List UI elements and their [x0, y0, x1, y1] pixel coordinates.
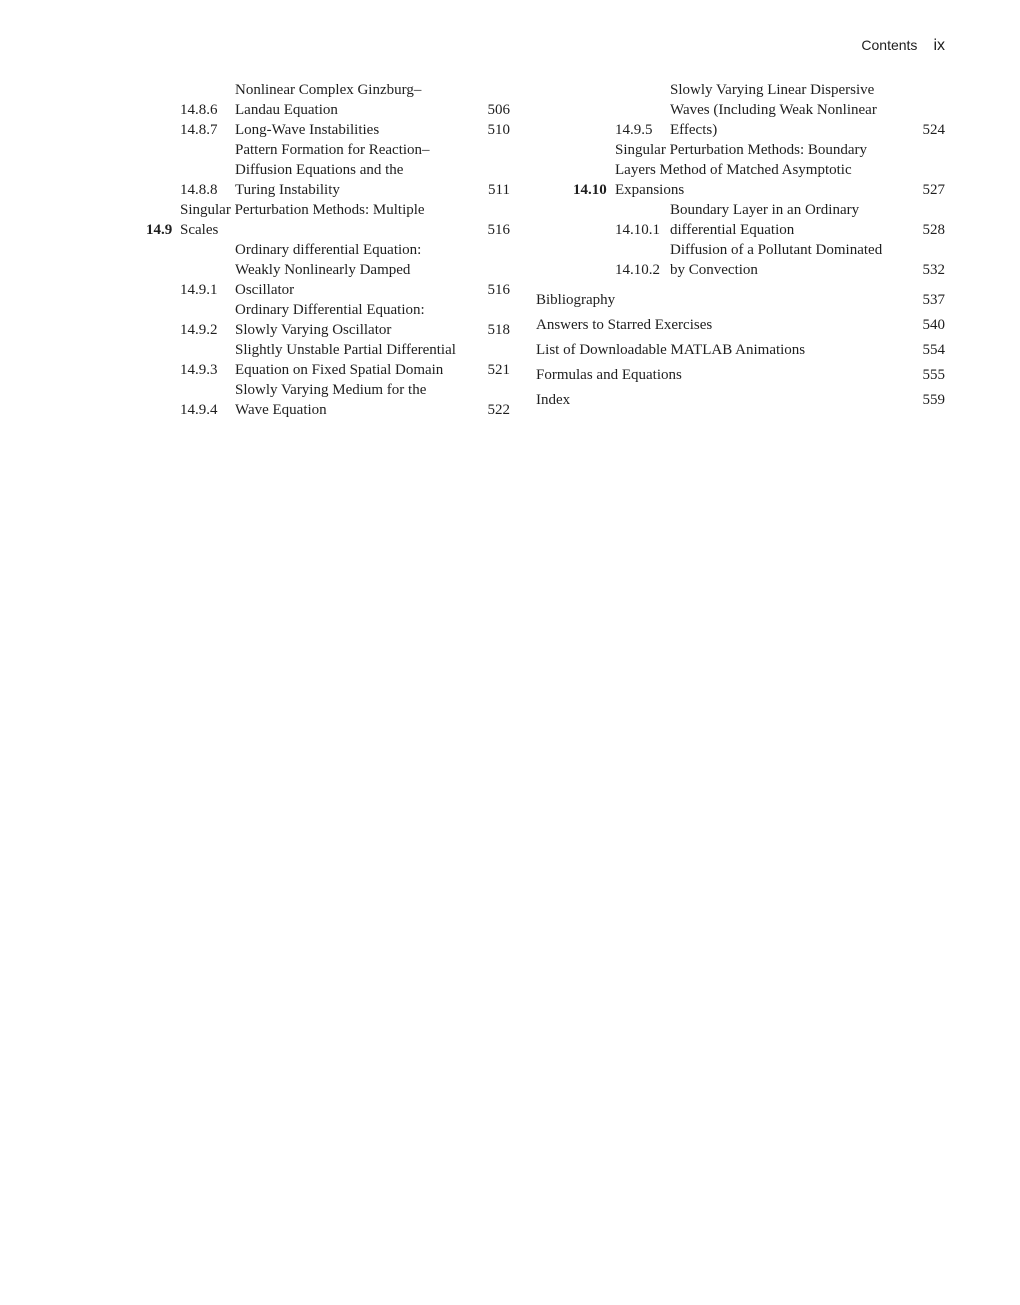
toc-entry-14-10-2[interactable]	[536, 240, 945, 280]
toc-entry-number: 14.9.5	[615, 122, 653, 138]
toc-entry-matlab-animations[interactable]	[536, 340, 945, 360]
toc-right-column	[536, 80, 945, 410]
toc-entry-title: Slightly Unstable Partial Differential Equation on Fixed Spatial Domain	[235, 342, 456, 378]
running-header-label: Contents	[861, 37, 918, 53]
toc-entry-page: 516	[487, 222, 510, 238]
toc-entry-page: 559	[922, 392, 945, 408]
toc-left-column	[146, 80, 510, 420]
toc-entry-page: 528	[922, 222, 945, 238]
toc-entry-page: 537	[922, 292, 945, 308]
toc-entry-14-10-1[interactable]	[536, 200, 945, 240]
toc-entry-page: 555	[922, 367, 945, 383]
toc-entry-bibliography[interactable]	[536, 290, 945, 310]
toc-entry-page: 516	[487, 282, 510, 298]
toc-entry-answers[interactable]	[536, 315, 945, 335]
toc-entry-index[interactable]	[536, 390, 945, 410]
toc-entry-14-9-4[interactable]	[146, 380, 510, 420]
toc-entry-title: Ordinary Differential Equation: Slowly Varying Oscillator	[235, 302, 425, 338]
toc-entry-title: Singular Perturbation Methods: Multiple Scales	[180, 202, 425, 238]
toc-entry-title: Diffusion of a Pollutant Dominated by Convection	[670, 242, 883, 278]
toc-entry-number: 14.9	[146, 222, 173, 238]
toc-entry-14-8-7[interactable]	[146, 120, 510, 140]
toc-entry-number: 14.9.2	[180, 322, 218, 338]
toc-entry-title: Pattern Formation for Reaction– Diffusion Equations and the Turing Instability	[235, 142, 430, 198]
toc-entry-14-9[interactable]	[146, 200, 510, 240]
toc-entry-title: Formulas and Equations	[536, 367, 682, 383]
toc-entry-number: 14.10.2	[615, 262, 660, 278]
toc-entry-page: 511	[488, 182, 510, 198]
toc-entry-title: List of Downloadable MATLAB Animations	[536, 342, 806, 358]
toc-entry-page: 510	[487, 122, 510, 138]
toc-entry-number: 14.9.4	[180, 402, 218, 418]
toc-entry-14-9-2[interactable]	[146, 300, 510, 340]
toc-entry-page: 518	[487, 322, 510, 338]
toc-entry-title: Nonlinear Complex Ginzburg– Landau Equation	[235, 82, 422, 118]
toc-entry-title: Singular Perturbation Methods: Boundary Layers Method of Matched Asymptotic Expansions	[615, 142, 868, 198]
toc-entry-number: 14.10.1	[615, 222, 660, 238]
toc-entry-number: 14.10	[573, 182, 607, 198]
toc-entry-title: Long-Wave Instabilities	[235, 122, 380, 138]
back-matter-list	[536, 290, 945, 410]
toc-entry-title: Answers to Starred Exercises	[536, 317, 713, 333]
toc-entry-formulas[interactable]	[536, 365, 945, 385]
running-header	[861, 37, 945, 55]
toc-entry-title: Bibliography	[536, 292, 616, 308]
toc-entry-title: Index	[536, 392, 571, 408]
toc-entry-page: 554	[922, 342, 945, 358]
toc-entry-page: 521	[487, 362, 510, 378]
toc-entry-page: 527	[922, 182, 945, 198]
toc-entry-page: 540	[922, 317, 945, 333]
toc-entry-title: Boundary Layer in an Ordinary differential Equation	[670, 202, 860, 238]
toc-entry-title: Slowly Varying Medium for the Wave Equation	[235, 382, 427, 418]
toc-entry-number: 14.8.8	[180, 182, 218, 198]
toc-entry-title: Ordinary differential Equation: Weakly Nonlinearly Damped Oscillator	[235, 242, 422, 298]
toc-entry-number: 14.9.3	[180, 362, 218, 378]
toc-entry-page: 524	[922, 122, 945, 138]
toc-entry-14-10[interactable]	[536, 140, 945, 200]
toc-entry-14-8-8[interactable]	[146, 140, 510, 200]
toc-entry-number: 14.8.7	[180, 122, 218, 138]
toc-entry-number: 14.9.1	[180, 282, 218, 298]
toc-entry-14-9-5[interactable]	[536, 80, 945, 140]
toc-entry-14-8-6[interactable]	[146, 80, 510, 120]
toc-entry-title: Slowly Varying Linear Dispersive Waves (Including Weak Nonlinear Effects)	[670, 82, 877, 138]
toc-entry-page: 532	[922, 262, 945, 278]
page-number: ix	[933, 37, 945, 54]
toc-entry-page: 522	[487, 402, 510, 418]
toc-entry-page: 506	[487, 102, 510, 118]
toc-entry-14-9-1[interactable]	[146, 240, 510, 300]
toc-entry-14-9-3[interactable]	[146, 340, 510, 380]
toc-entry-number: 14.8.6	[180, 102, 218, 118]
